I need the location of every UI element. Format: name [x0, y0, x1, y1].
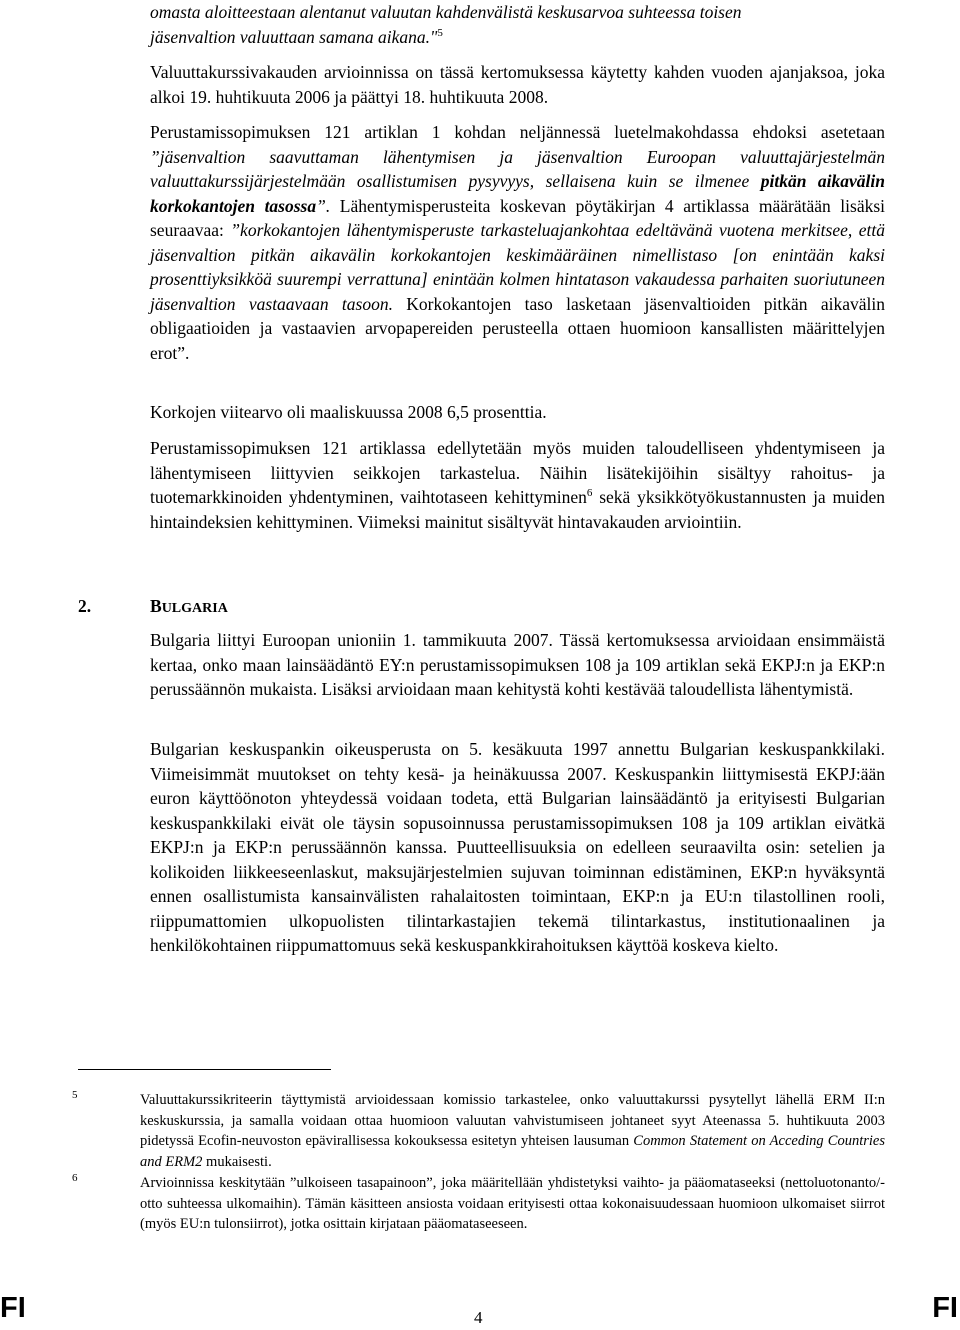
paragraph-quote-continuation — [150, 0, 885, 49]
bulgaria-intro-text: Bulgaria liittyi Euroopan unioniin 1. tammikuuta 2007. Tässä kertomuksessa arvioidaan ensimmäistä kertaa, onko maan lainsäädäntö EY:n perustamissopimuksen 108 ja 109 artiklan sekä EKPJ:n ja EKP:n perussäännön mukaista. Lisäksi arvioidaan maan kehitystä kohti kestävää taloudellista lähentymistä. — [150, 630, 885, 699]
footer-language-left: FI — [0, 1292, 26, 1324]
section-title-initial: B — [150, 596, 162, 616]
footnote-5-text-italic: Common Statement on Acceding Countries and ERM2 — [140, 1133, 885, 1170]
paragraph-evaluation-period — [150, 60, 885, 109]
paragraph-bulgaria-intro — [150, 628, 885, 702]
interest-text-emphasis: pitkän aikavälin korkokantojen tasossa — [150, 171, 886, 216]
footnote-5-text-a: Valuuttakurssikriteerin täyttymistä arvioidessaan komissio tarkastelee, onko valuuttakurssi pysytellyt lähellä ERM II:n keskuskurssia, ja samalla voidaan ottaa huomioon valuutan vahvistumiseen johtaneet syyt Ateenassa 5. huhtikuuta 2003 pidetyssä Ecofin-neuvoston epävirallisessa kokouksessa esitetyn yhteisen lausuman — [140, 1092, 885, 1149]
footnote-5-number: 5 — [72, 1089, 78, 1101]
other-factors-text — [150, 436, 885, 534]
interest-text-part-4: ”. — [316, 195, 331, 216]
evaluation-period-text: Valuuttakurssivakauden arvioinnissa on tässä kertomuksessa käytetty kahden vuoden ajanjaksoa, joka alkoi 19. huhtikuuta 2006 ja päättyi 18. huhtikuuta 2008. — [150, 62, 885, 107]
interest-text-part-7: Korkokantojen taso lasketaan jäsenvaltioiden pitkän aikavälin obligaatioiden ja vastaavien arvopapereiden perusteella ottaen huomioon kansallisten määrittelyjen erot”. — [150, 293, 885, 363]
paragraph-reference-value — [150, 400, 885, 425]
other-factors-part-a: Perustamissopimuksen 121 artiklassa edellytetään myös muiden taloudelliseen yhdentymiseen ja lähentymiseen liittyvien seikkojen tarkastelua. Näihin lisätekijöihin sisältyy rahoitus- ja tuotemarkkinoiden yhdentyminen, vaihtotaseen kehittyminen — [150, 438, 885, 507]
reference-value-text: Korkojen viitearvo oli maaliskuussa 2008 6,5 prosenttia. — [150, 402, 547, 422]
footnote-5-text-b: mukaisesti. — [202, 1153, 272, 1170]
footnote-5-text — [140, 1090, 885, 1172]
footnote-separator — [78, 1069, 331, 1070]
footnote-6-text: Arvioinnissa keskitytään ”ulkoiseen tasapainoon”, joka määritellään yhdistetyksi vaihto- ja pääomataseeksi (nettoluotonanto/-otto suhteessa ulkomaihin). Tämän käsitteen ansiosta voidaan erityisesti ottaa kokonaisuudessaan huomioon ulkomaiset siirrot (myös EU:n tulonsiirrot), jotka osittain kirjataan pääomataseeseen. — [140, 1175, 885, 1232]
footer-language-right: FI — [932, 1292, 958, 1324]
interest-text-part-1: Perustamissopimuksen 121 artiklan 1 kohdan neljännessä luetelmakohdassa ehdoksi asetetaan — [150, 122, 885, 142]
paragraph-other-factors — [150, 436, 885, 534]
section-number: 2. — [78, 596, 92, 616]
section-heading-bulgaria — [78, 594, 228, 621]
paragraph-bulgaria-legal — [150, 737, 885, 958]
interest-text-part-5: Lähentymisperusteita koskevan pöytäkirjan 4 artiklassa määrätään lisäksi seuraavaa: — [150, 195, 886, 240]
footnote-ref-6[interactable]: 6 — [586, 487, 593, 500]
other-factors-part-b: sekä yksikkötyökustannusten ja muiden hintaindeksien kehittyminen. Viimeksi mainitut sisältyvät hintavakauden arviointiin. — [150, 487, 885, 532]
page-number: 4 — [474, 1308, 483, 1327]
section-title-rest: ULGARIA — [161, 601, 228, 616]
quote-line-2: jäsenvaltion valuuttaan samana aikana." — [150, 26, 438, 47]
interest-text-part-6: ”korkokantojen lähentymisperuste tarkasteluajankohtaa edeltävänä vuotena merkitsee, että jäsenvaltion pitkän aikavälin korkokantojen keskimääräinen nimellistaso [on enintään kaksi prosenttiyksikköä suurempi verrattuna] enintään kolmen hintatason vakaudessa parhaiten suoriutuneen jäsenvaltion vastaavaan tasoon. — [150, 220, 885, 314]
interest-rates-text — [150, 120, 885, 365]
footnote-ref-5[interactable]: 5 — [437, 26, 443, 39]
interest-text-part-2: ”jäsenvaltion saavuttaman lähentymisen ja jäsenvaltion Euroopan valuuttajärjestelmän valuuttakurssijärjestelmään osallistumisen pysyvyys, sellaisena kuin se ilmenee — [150, 146, 885, 191]
paragraph-interest-rates — [150, 120, 885, 365]
bulgaria-legal-text: Bulgarian keskuspankin oikeusperusta on 5. kesäkuuta 1997 annettu Bulgarian keskuspankkilaki. Viimeisimmät muutokset on tehty kesä- ja heinäkuussa 2007. Keskuspankin liittymisestä EKPJ:ään euron käyttöönoton yhteydessä voidaan todeta, että Bulgarian lainsäädäntö ja erityisesti Bulgarian keskuspankkilaki eivät ole täysin sopusoinnussa perustamissopimuksen 108 ja 109 artiklan eivätkä EKPJ:n ja EKP:n perussäännön kanssa. Puutteellisuuksia on edelleen seuraavilta osin: setelien ja kolikoiden liikkeeseenlaskut, maksujärjestelmien sujuvan toiminnan edistäminen, EKP:n hyväksyntä ennen osallistumista kansainvälisten rahalaitosten toimintaan, EKP:n ja EU:n tilastollinen rooli, riippumattomien ulkopuolisten tilintarkastajien tekemä tilintarkastus, institutionaalinen ja henkilökohtainen riippumattomuus sekä keskuspankkirahoituksen käyttöä koskeva kielto. — [150, 739, 885, 955]
footnote-6-number: 6 — [72, 1172, 78, 1184]
quote-line-1: omasta aloitteestaan alentanut valuutan kahdenvälistä keskusarvoa suhteessa toisen — [150, 2, 742, 22]
